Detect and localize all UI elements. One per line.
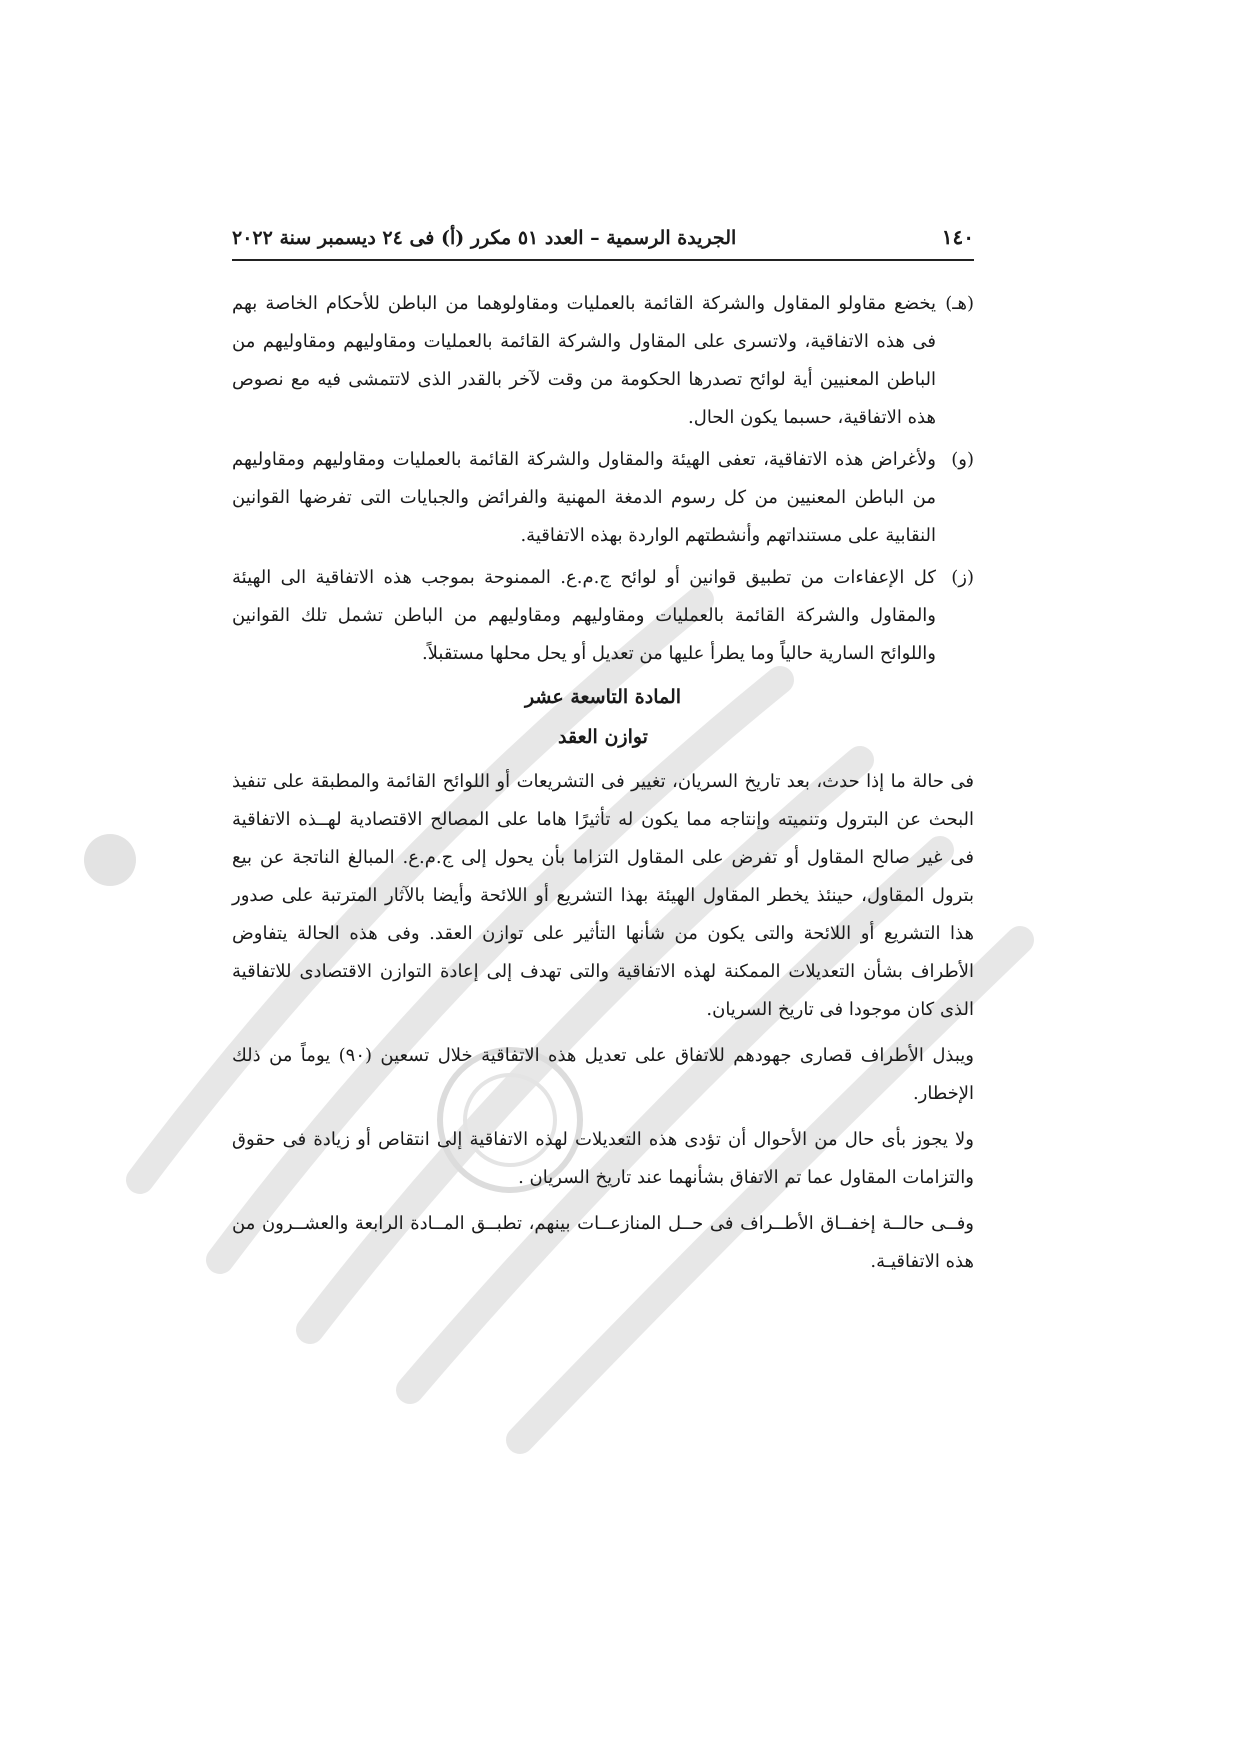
clause-waw	[232, 441, 974, 555]
clause-he	[232, 285, 974, 437]
page-header	[232, 225, 974, 261]
clause-text: كل الإعفاءات من تطبيق قوانين أو لوائح ج.م.ع. الممنوحة بموجب هذه الاتفاقية الى الهيئة والمقاول والشركة القائمة بالعمليات ومقاوليهم ومقاوليهم من الباطن تشمل تلك القوانين واللوائح السارية حالياً وما يطرأ عليها من تعديل أو يحل محلها مستقبلاً.	[232, 567, 936, 664]
article-title: المادة التاسعة عشر	[524, 686, 682, 708]
gazette-title: الجريدة الرسمية – العدد ٥١ مكرر (أ) فى ٢٤ ديسمبر سنة ٢٠٢٢	[232, 227, 737, 249]
article-subtitle: توازن العقد	[558, 726, 648, 748]
clause-text: ولأغراض هذه الاتفاقية، تعفى الهيئة والمقاول والشركة القائمة بالعمليات ومقاوليهم ومقاوليهم من الباطن المعنيين من كل رسوم الدمغة المهنية والفرائض والجبايات التى تفرضها القوانين النقابية على مستنداتهم وأنشطتهم الواردة بهذه الاتفاقية.	[232, 449, 936, 546]
document-page	[232, 225, 974, 1289]
clause-label: (و)	[951, 449, 974, 470]
paragraph: وفــى حالــة إخفــاق الأطــراف فى حــل المنازعــات بينهم، تطبــق المــادة الرابعة والعشــرون من هذه الاتفاقيـة.	[232, 1213, 974, 1272]
paragraph: فى حالة ما إذا حدث، بعد تاريخ السريان، تغيير فى التشريعات أو اللوائح القائمة والمطبقة على تنفيذ البحث عن البترول وتنميته وإنتاجه مما يكون له تأثيرًا هاما على المصالح الاقتصادية لهــذه الاتفاقية فى غير صالح المقاول أو تفرض على المقاول التزاما بأن يحول إلى ج.م.ع. المبالغ الناتجة عن بيع بترول المقاول، حينئذ يخطر المقاول الهيئة بهذا التشريع أو اللائحة وأيضا بالآثار المترتبة على صدور هذا التشريع أو اللائحة والتى يكون من شأنها التأثير على توازن العقد. وفى هذه الحالة يتفاوض الأطراف بشأن التعديلات الممكنة لهذه الاتفاقية والتى تهدف إلى إعادة التوازن الاقتصادى للاتفاقية الذى كان موجودا فى تاريخ السريان.	[232, 771, 974, 1020]
clause-zay	[232, 559, 974, 673]
page-number: ١٤٠	[941, 225, 974, 249]
clause-text: يخضع مقاولو المقاول والشركة القائمة بالعمليات ومقاولوهما من الباطن للأحكام الخاصة بهم فى هذه الاتفاقية، ولاتسرى على المقاول والشركة القائمة بالعمليات ومقاوليهم ومقاوليهم من الباطن المعنيين أية لوائح تصدرها الحكومة من وقت لآخر بالقدر الذى لاتتمشى فيه مع نصوص هذه الاتفاقية، حسبما يكون الحال.	[232, 293, 936, 428]
clause-label: (هـ)	[945, 293, 974, 314]
paragraph: ولا يجوز بأى حال من الأحوال أن تؤدى هذه التعديلات لهذه الاتفاقية إلى انتقاص أو زيادة فى حقوق والتزامات المقاول عما تم الاتفاق بشأنهما عند تاريخ السريان .	[232, 1129, 974, 1188]
paragraph: ويبذل الأطراف قصارى جهودهم للاتفاق على تعديل هذه الاتفاقية خلال تسعين (٩٠) يوماً من ذلك الإخطار.	[232, 1045, 974, 1104]
clause-label: (ز)	[951, 567, 974, 588]
